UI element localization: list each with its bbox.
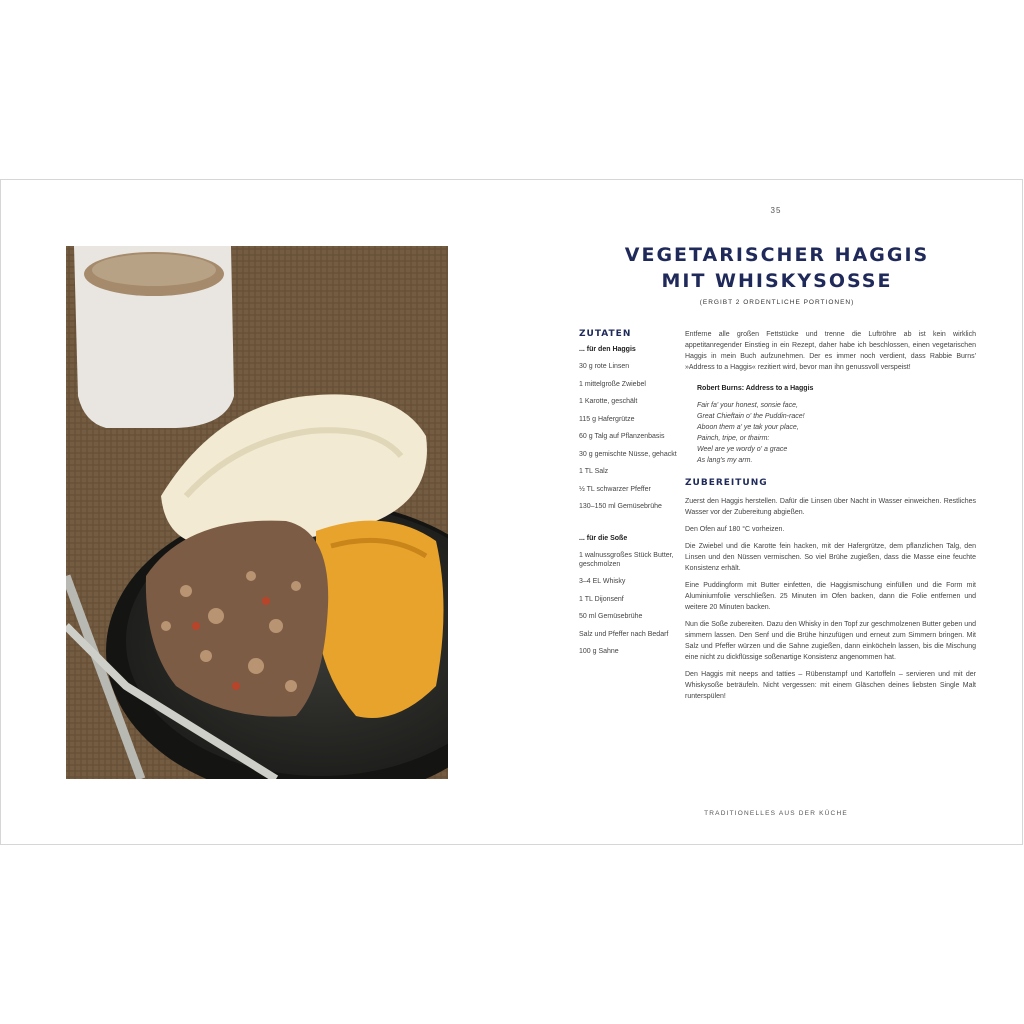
intro-paragraph: Entferne alle großen Fettstücke und trenne die Luftröhre ab ist kein wirklich appetitanregender Einstieg in ein Rezept, daher habe ich beschlossen, einen vegetarischen Haggis in mein Buch aufzunehmen. Der es immer noch verdient, dass Rabbie Burns' »Address to a Haggis« rezitiert wird, bevor man ihn genussvoll verspeist! [685, 331, 976, 371]
recipe-title-line-2: MIT WHISKYSOSSE [661, 270, 893, 292]
ingredient-item: 50 ml Gemüsebrühe [579, 613, 643, 620]
running-footer: TRADITIONELLES AUS DER KÜCHE [704, 810, 848, 817]
ingredients-heading: ZUTATEN [579, 329, 632, 339]
poem-line: Weel are ye wordy o' a grace [697, 446, 788, 453]
method-column [685, 329, 976, 708]
poem-line: Fair fa' your honest, sonsie face, [697, 402, 798, 409]
preparation-step: Nun die Soße zubereiten. Dazu den Whisky in den Topf zur geschmolzenen Butter geben und simmern lassen. Den Senf und die Brühe hinzufügen und erneut zum Simmern bringen. Mit Salz und Pfeffer würzen und die Sahne zugießen, dann einköcheln lassen, bis die Mischung eine nicht zu dickflüssige soßenartige Konsistenz angenommen hat. [685, 621, 976, 661]
preparation-step: Den Haggis mit neeps and tatties – Rübenstampf und Kartoffeln – servieren und mit der Whiskysoße beträufeln. Nicht vergessen: mit einem Gläschen deines liebsten Single Malt runterspülen! [685, 671, 976, 700]
recipe-subtitle: (ERGIBT 2 ORDENTLICHE PORTIONEN) [699, 299, 855, 306]
preparation-step: Die Zwiebel und die Karotte fein hacken, mit der Hafergrütze, dem pflanzlichen Talg, den Linsen und den Nüssen vermischen. So viel Brühe zugießen, dass die Masse eine feuchte Konsistenz erhält. [685, 543, 976, 572]
ingredient-item: 1 mittelgroße Zwiebel [579, 380, 646, 388]
ingredients-column [579, 330, 679, 665]
ingredient-item: 1 TL Dijonsenf [579, 595, 624, 603]
poem-line: As lang's my arm. [697, 457, 753, 464]
sauce-group-heading: ... für die Soße [579, 534, 628, 542]
poem-title: Robert Burns: Address to a Haggis [697, 385, 814, 392]
poem-line: Aboon them a' ye tak your place, [697, 424, 799, 431]
haggis-plate-illustration [66, 246, 448, 779]
ingredient-item: 1 Karotte, geschält [579, 398, 638, 405]
ingredient-item: 30 g rote Linsen [579, 363, 630, 370]
poem-line: Painch, tripe, or thairm: [697, 435, 770, 442]
poem-block [697, 383, 976, 466]
ingredient-item: 130–150 ml Gemüsebrühe [579, 503, 662, 510]
book-spread [0, 179, 1023, 845]
spacer [579, 520, 679, 534]
preparation-heading: ZUBEREITUNG [685, 478, 768, 488]
poem-line: Great Chieftain o' the Puddin-race! [697, 413, 805, 420]
preparation-step: Den Ofen auf 180 °C vorheizen. [685, 526, 785, 533]
food-photo [66, 246, 448, 779]
recipe-title-line-1: VEGETARISCHER HAGGIS [624, 244, 930, 266]
ingredient-item: 1 walnussgroßes Stück Butter, geschmolzen [579, 551, 674, 568]
ingredient-item: ½ TL schwarzer Pfeffer [579, 485, 651, 493]
ingredient-item: 60 g Talg auf Pflanzenbasis [579, 433, 665, 440]
preparation-step: Eine Puddingform mit Butter einfetten, die Haggismischung einfüllen und die Form mit Aluminiumfolie verschließen. 25 Minuten im Ofen backen, dann die Folie entfernen und weitere 20 Minuten backen. [685, 582, 976, 611]
ingredient-item: 115 g Hafergrütze [579, 415, 635, 423]
haggis-group-heading: ... für den Haggis [579, 346, 636, 353]
ingredient-item: 30 g gemischte Nüsse, gehackt [579, 450, 677, 458]
preparation-step: Zuerst den Haggis herstellen. Dafür die Linsen über Nacht in Wasser einweichen. Restliches Wasser vor der Zubereitung abgießen. [685, 498, 976, 516]
ingredient-item: 1 TL Salz [579, 468, 609, 475]
page-number: 35 [770, 206, 782, 215]
ingredient-item: Salz und Pfeffer nach Bedarf [579, 630, 669, 638]
ingredient-item: 100 g Sahne [579, 648, 619, 655]
ingredient-item: 3–4 EL Whisky [579, 578, 626, 585]
recipe-title [561, 242, 993, 294]
